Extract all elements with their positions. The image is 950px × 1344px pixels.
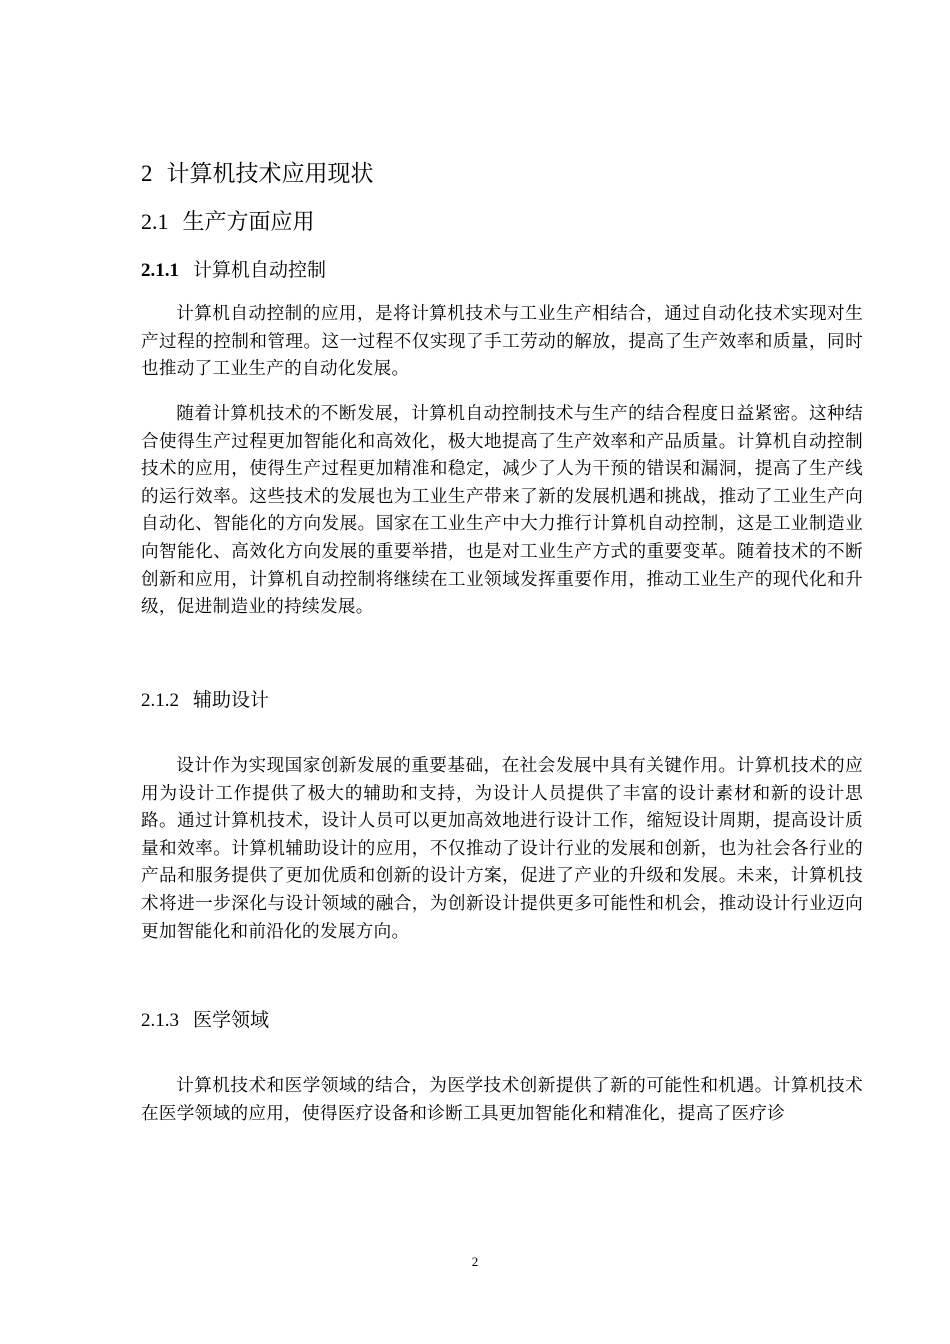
heading-text: 辅助设计 (193, 689, 270, 711)
heading-number: 2.1.2 (141, 690, 179, 711)
heading-text: 医学领域 (193, 1009, 270, 1031)
body-paragraph: 设计作为实现国家创新发展的重要基础，在社会发展中具有关键作用。计算机技术的应用为设计工作提供了极大的辅助和支持，为设计人员提供了丰富的设计素材和新的设计思路。通过计算机技术，设计人员可以更加高效地进行设计工作，缩短设计周期，提高设计质量和效率。计算机辅助设计的应用，不仅推动了设计行业的发展和创新，也为社会各行业的产品和服务提供了更加优质和创新的设计方案，促进了产业的升级和发展。未来，计算机技术将进一步深化与设计领域的融合，为创新设计提供更多可能性和机会，推动设计行业迈向更加智能化和前沿化的发展方向。 (141, 756, 863, 942)
chapter-heading (141, 160, 374, 189)
heading-number: 2 (141, 161, 153, 186)
heading-text: 生产方面应用 (182, 210, 315, 235)
body-paragraph: 计算机自动控制的应用，是将计算机技术与工业生产相结合，通过自动化技术实现对生产过程的控制和管理。这一过程不仅实现了手工劳动的解放，提高了生产效率和质量，同时也推动了工业生产的自动化发展。 (141, 304, 863, 380)
body-paragraph: 计算机技术和医学领域的结合，为医学技术创新提供了新的可能性和机遇。计算机技术在医学领域的应用，使得医疗设备和诊断工具更加智能化和精准化，提高了医疗诊 (141, 1076, 863, 1124)
heading-number: 2.1 (141, 209, 169, 234)
subsection-heading (141, 259, 326, 283)
heading-text: 计算机技术应用现状 (166, 161, 374, 187)
subsection-heading (141, 1009, 269, 1033)
heading-number: 2.1.1 (141, 260, 179, 281)
page-number: 2 (471, 1254, 479, 1269)
subsection-heading (141, 689, 269, 713)
heading-number: 2.1.3 (141, 1010, 179, 1031)
section-heading (141, 209, 315, 236)
heading-text: 计算机自动控制 (193, 259, 327, 281)
body-paragraph: 随着计算机技术的不断发展，计算机自动控制技术与生产的结合程度日益紧密。这种结合使得生产过程更加智能化和高效化，极大地提高了生产效率和产品质量。计算机自动控制技术的应用，使得生产过程更加精准和稳定，减少了人为干预的错误和漏洞，提高了生产线的运行效率。这些技术的发展也为工业生产带来了新的发展机遇和挑战，推动了工业生产向自动化、智能化的方向发展。国家在工业生产中大力推行计算机自动控制，这是工业制造业向智能化、高效化方向发展的重要举措，也是对工业生产方式的重要变革。随着技术的不断创新和应用，计算机自动控制将继续在工业领域发挥重要作用，推动工业生产的现代化和升级，促进制造业的持续发展。 (141, 404, 863, 618)
